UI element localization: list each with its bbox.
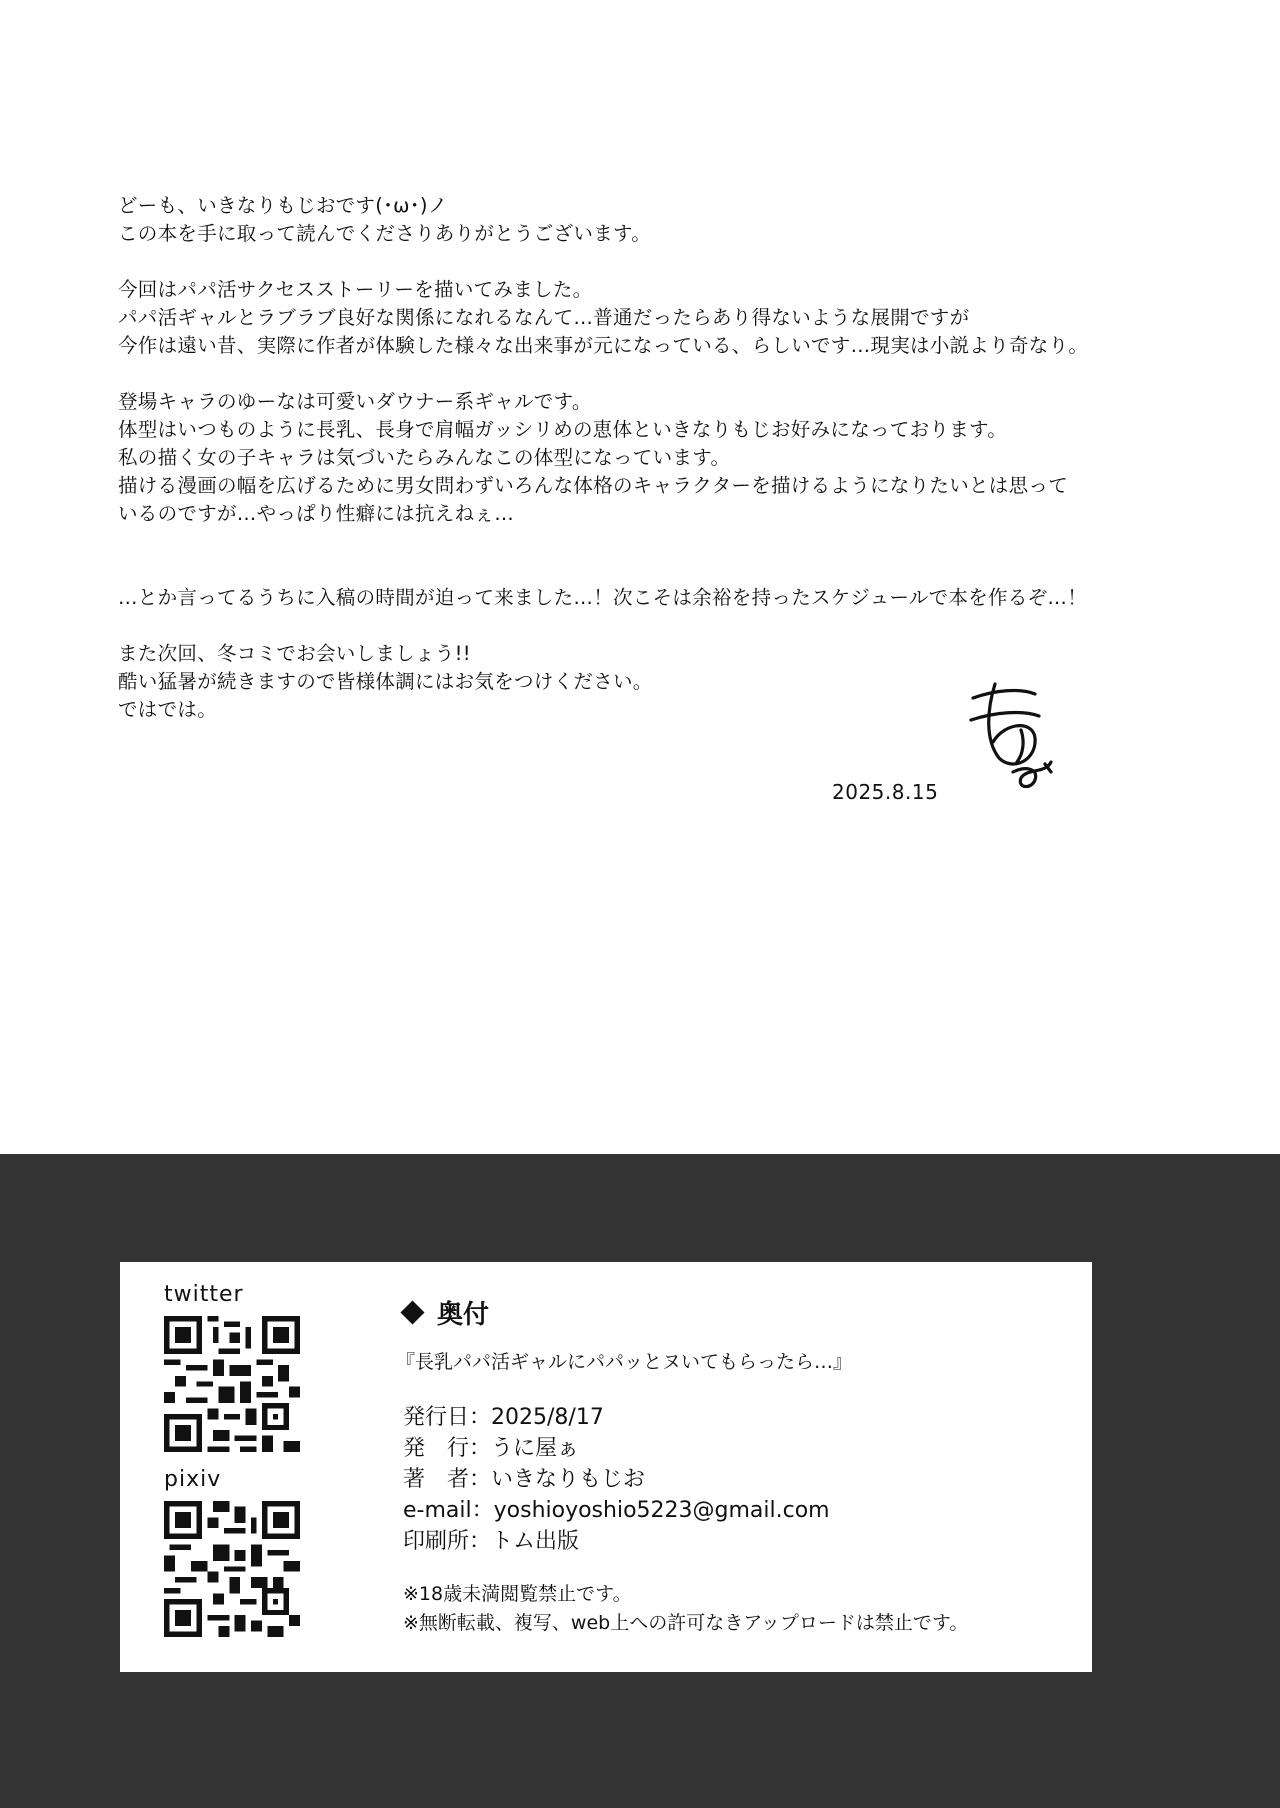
info-row-printer (403, 1526, 830, 1557)
pixiv-qr-code[interactable] (164, 1501, 300, 1637)
afterword-line: 今回はパパ活サクセスストーリーを描いてみました。 (118, 278, 593, 301)
afterword-line: 体型はいつものように長乳、長身で肩幅ガッシリめの恵体といきなりもじお好みになっております。 (118, 418, 1008, 441)
info-row-author (403, 1464, 830, 1495)
handwritten-signature (965, 680, 1055, 795)
info-row-email (403, 1495, 830, 1526)
book-title: 『長乳パパ活ギャルにパパッとヌいてもらったら…』 (396, 1351, 853, 1373)
colophon-box (120, 1262, 1092, 1672)
twitter-qr-code[interactable] (164, 1316, 300, 1452)
afterword-line: 今作は遠い昔、実際に作者が体験した様々な出来事が元になっている、らしいです…現実は小説より奇なり。 (118, 334, 1089, 357)
date: 2025.8.15 (832, 780, 939, 804)
afterword-line: この本を手に取って読んでくださりありがとうございます。 (118, 222, 652, 245)
info-key: 発 行： (403, 1436, 492, 1461)
diamond-icon (400, 1300, 424, 1324)
info-key: 著 者： (403, 1467, 492, 1492)
notices (403, 1580, 968, 1638)
info-value: いきなりもじお (491, 1467, 646, 1492)
info-key: e-mail： (403, 1498, 494, 1523)
afterword-line: 登場キャラのゆーなは可愛いダウナー系ギャルです。 (118, 390, 592, 413)
publication-info (403, 1402, 830, 1557)
pixiv-label: pixiv (164, 1467, 222, 1492)
afterword-line: また次回、冬コミでお会いしましょう!! (118, 642, 471, 665)
afterword-line: ではでは。 (118, 698, 218, 721)
info-row-release-date (403, 1402, 830, 1433)
notice-line: ※18歳未満閲覧禁止です。 (403, 1583, 632, 1605)
afterword-line: 私の描く女の子キャラは気づいたらみんなこの体型になっています。 (118, 446, 731, 469)
afterword-line: パパ活ギャルとラブラブ良好な関係になれるなんて…普通だったらあり得ないような展開ですが (118, 306, 970, 329)
afterword-line: いるのですが…やっぱり性癖には抗えねぇ… (118, 502, 515, 525)
email-address[interactable]: yoshioyoshio5223@gmail.com (493, 1498, 830, 1523)
afterword-line: …とか言ってるうちに入稿の時間が迫って来ました…！次こそは余裕を持ったスケジュールで本を作るぞ…！ (118, 586, 1088, 609)
info-value: うに屋ぁ (491, 1436, 580, 1461)
afterword-line: どーも、いきなりもじおです(･ω･)ノ (118, 194, 448, 217)
info-key: 発行日： (403, 1405, 492, 1430)
info-value: 2025/8/17 (491, 1405, 604, 1430)
info-key: 印刷所： (403, 1529, 492, 1554)
notice-line: ※無断転載、複写、web上への許可なきアップロードは禁止です。 (403, 1612, 969, 1634)
colophon-heading-text: 奥付 (437, 1300, 490, 1330)
info-value: トム出版 (491, 1529, 580, 1554)
info-row-publisher (403, 1433, 830, 1464)
colophon-heading (400, 1294, 489, 1331)
afterword-line: 酷い猛暑が続きますので皆様体調にはお気をつけください。 (118, 670, 653, 693)
afterword-line: 描ける漫画の幅を広げるために男女問わずいろんな体格のキャラクターを描けるようになりたいとは思って (118, 474, 1069, 497)
afterword (118, 192, 1178, 724)
twitter-label: twitter (164, 1282, 244, 1307)
